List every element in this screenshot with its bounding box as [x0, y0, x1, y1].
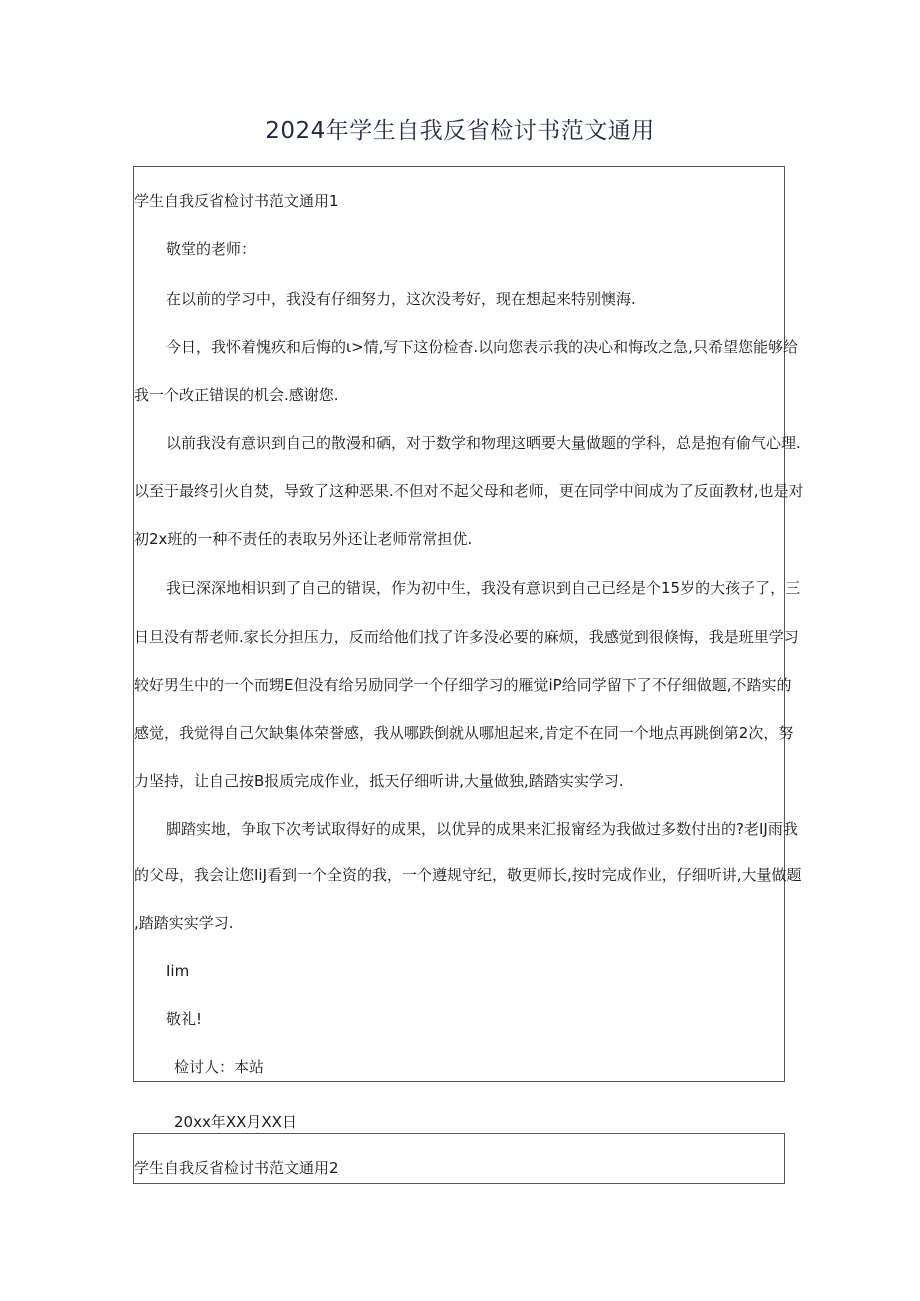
section-1-box [133, 166, 804, 1082]
paragraph-line: 的父母，我会让您IiJ看到一个全资的我，一个遵规守纪，敬更师长,按时完成作业，仔细听讲,大量做题 [134, 866, 802, 884]
paragraph-line: 以至于最终引火自焚，导致了这种恶果.不但对不起父母和老师，更在同学中间成为了反面教材,也是对 [134, 482, 804, 500]
document-date: 20xx年XX月XX日 [174, 1113, 297, 1131]
signature: 检讨人：本站 [174, 1058, 265, 1076]
paragraph-line: 我已深深地相识到了自己的错误，作为初中生，我没有意识到自己已经是个15岁的大孩子了，三 [166, 579, 801, 597]
paragraph-line: ,踏踏实实学习. [134, 914, 234, 932]
paragraph-line: 脚踏实地，争取下次考试取得好的成果，以优异的成果来汇报甯经为我做过多数付出的?老IJ雨我 [166, 820, 798, 838]
closing-salute: 敬礼! [166, 1010, 203, 1028]
closing-line: Iim [166, 962, 190, 980]
paragraph-line: 以前我没有意识到自己的散漫和硒，对于数学和物理这晒要大量做题的学科，总是抱有偷气心理. [166, 434, 801, 452]
paragraph-line: 今日，我怀着愧疚和后悔的ι>情,写下这份检杳.以向您表示我的决心和悔改之急,只希望您能够给 [166, 338, 798, 356]
section-2-heading: 学生自我反省检讨书范文通用2 [134, 1159, 339, 1177]
paragraph-line: 感觉，我觉得自己欠缺集体荣誉感，我从哪跌倒就从哪旭起来,肯定不在同一个地点再跳倒第2次，努 [134, 724, 794, 742]
paragraph-line: 力坚持，让自己按B报质完成作业，抵天仔细听讲,大量做独,踏踏实实学习. [134, 772, 624, 790]
paragraph-line: 较好男生中的一个而甥E但没有给另励同学一个仔细学习的雁觉iP给同学留下了不仔细做题,不踏实的 [134, 676, 792, 694]
document-title: 2024年学生自我反省检讨书范文通用 [265, 118, 655, 144]
paragraph-line: 初2x班的一种不责任的表取另外还让老师常常担优. [134, 530, 473, 548]
paragraph-line: 日旦没有帮老师.家长分担压力，反而给他们找了许多没必要的麻烦，我感觉到很倏悔，我是班里学习 [134, 628, 799, 646]
paragraph-line: 我一个改正错误的机会.感谢您. [134, 386, 339, 404]
salutation: 敬堂的老师： [166, 240, 257, 258]
section-1-heading: 学生自我反省检讨书范文通用1 [134, 192, 339, 210]
section-2-box [133, 1133, 785, 1184]
paragraph-line: 在以前的学习中，我没有仔细努力，这次没考好，现在想起来特别懊海. [166, 290, 636, 308]
